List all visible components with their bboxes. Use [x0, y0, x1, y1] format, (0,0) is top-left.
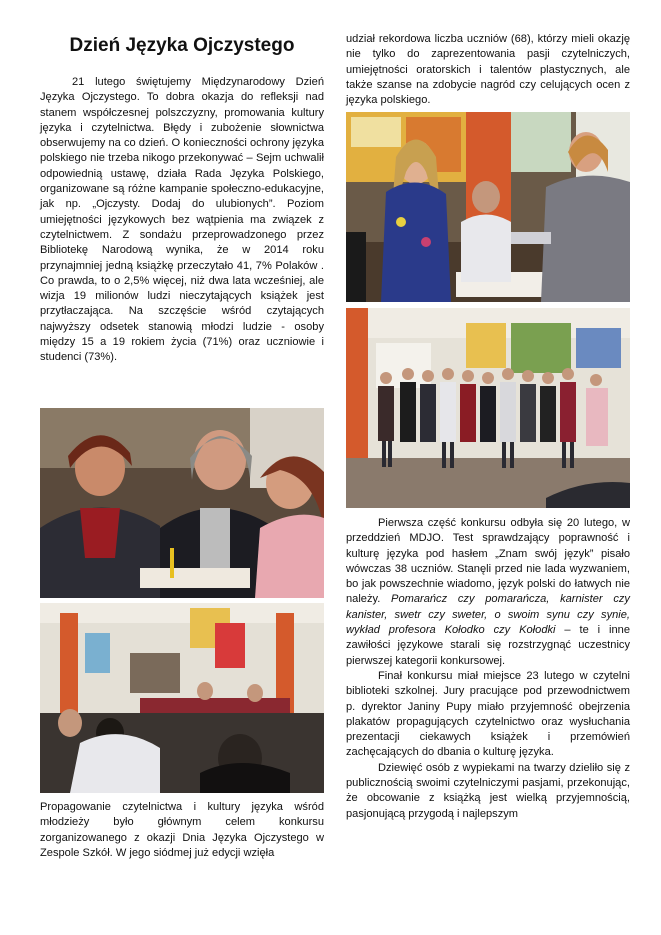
- intro-paragraph: 21 lutego świętujemy Międzynarodowy Dzień Języka Ojczystego. To dobra okazja do refleksji nad stanem współczesnej polszczyzny, promowania kultury języka i czytelnictwa. Błędy i zubożenie słownictwa obserwujemy na co dzień. O konieczności ochrony języka polskiego nie trzeba nikogo przekonywać – Sejm uchwalił odpowiednią ustawę, działa Rada Języka Polskiego, organizowane są różne kampanie społeczno-edukacyjne, jak np. „Ojczysty. Dodaj do ulubionych”. Poziom umiejętności językowych bez wątpienia ma związek z czytelnictwem. Z sondażu przeprowadzonego przez Bibliotekę Narodową wynika, że w 2014 roku przynajmniej jedną książkę przeczytało 41, 7% Polaków . Co prawda, to o 2,5% więcej, niż dwa lata wcześniej, ale wizja 19 milionów ludzi nieczytających książek jest przytłaczająca. Na szczęście wśród czytających najwyższy odsetek stanowią młodzi ludzie - osoby między 15 a 19 rokiem życia (71%) oraz uczniowie i studenci (73%).: [40, 76, 324, 364]
- right-bottom-text: [346, 516, 630, 822]
- participants-paragraph: Dziewięć osób z wypiekami na twarzy dzieliło się z publicznością swoimi czytelniczymi pasjami, przekonując, że obcowanie z książką jest wielką przyjemnością, pasjonującą przygodą i najlepszym: [346, 761, 630, 820]
- final-paragraph: Finał konkursu miał miejsce 23 lutego w czytelni biblioteki szkolnej. Jury pracujące pod przewodnictwem p. dyrektor Janiny Pupy miało przyjemność obejrzenia plakatów propagujących czytelnictwo oraz wysłuchania prezentacji ciekawych książek i przemówień zachęcających do dbania o kulturę języka.: [346, 669, 630, 759]
- award-handshake-photo: [346, 112, 630, 302]
- contest-part1-paragraph: [346, 516, 630, 669]
- left-bottom-text: [40, 800, 324, 861]
- contest-part1-end: – te i inne zawiłości językowe starali się rozstrzygnąć uczestnicy pierwszej kategorii konkursowej.: [346, 624, 630, 667]
- contest-part1-start: Pierwsza część konkursu odbyła się 20 lutego, w przeddzień MDJO. Test sprawdzający poprawność i kulturę języka pod hasłem „Znam swój język” pisało wówczas 38 uczniów. Stanęli przed nie lada wyzwaniem, bo jak powszechnie wiadomo, język polski do łatwych nie należy.: [346, 517, 630, 606]
- contest-part1-examples: Pomarańcz czy pomarańcza, karnister czy kanister, swetr czy sweter, o swoim synu czy synie, wykład profesora Kołodko czy Kołodki: [346, 593, 630, 637]
- right-top-paragraph: udział rekordowa liczba uczniów (68), którzy mieli okazję nie tylko do zaprezentowania pasji czytelniczych, umiejętności oratorskich i talentów plastycznych, ale także szanse na zdobycie nagród czy celujących ocen z języka polskiego.: [346, 33, 630, 107]
- intro-text: [40, 75, 324, 366]
- page-title: Dzień Języka Ojczystego: [69, 35, 295, 56]
- jury-photo: [40, 408, 324, 598]
- group-photo: [346, 308, 630, 508]
- right-top-text: [346, 32, 630, 108]
- left-bottom-paragraph: Propagowanie czytelnictwa i kultury języka wśród młodzieży było głównym celem konkursu zorganizowanego z okazji Dnia Języka Ojczystego w Zespole Szkół. W jego siódmej już edycji wzięła: [40, 801, 324, 859]
- library-hall-photo: [40, 603, 324, 793]
